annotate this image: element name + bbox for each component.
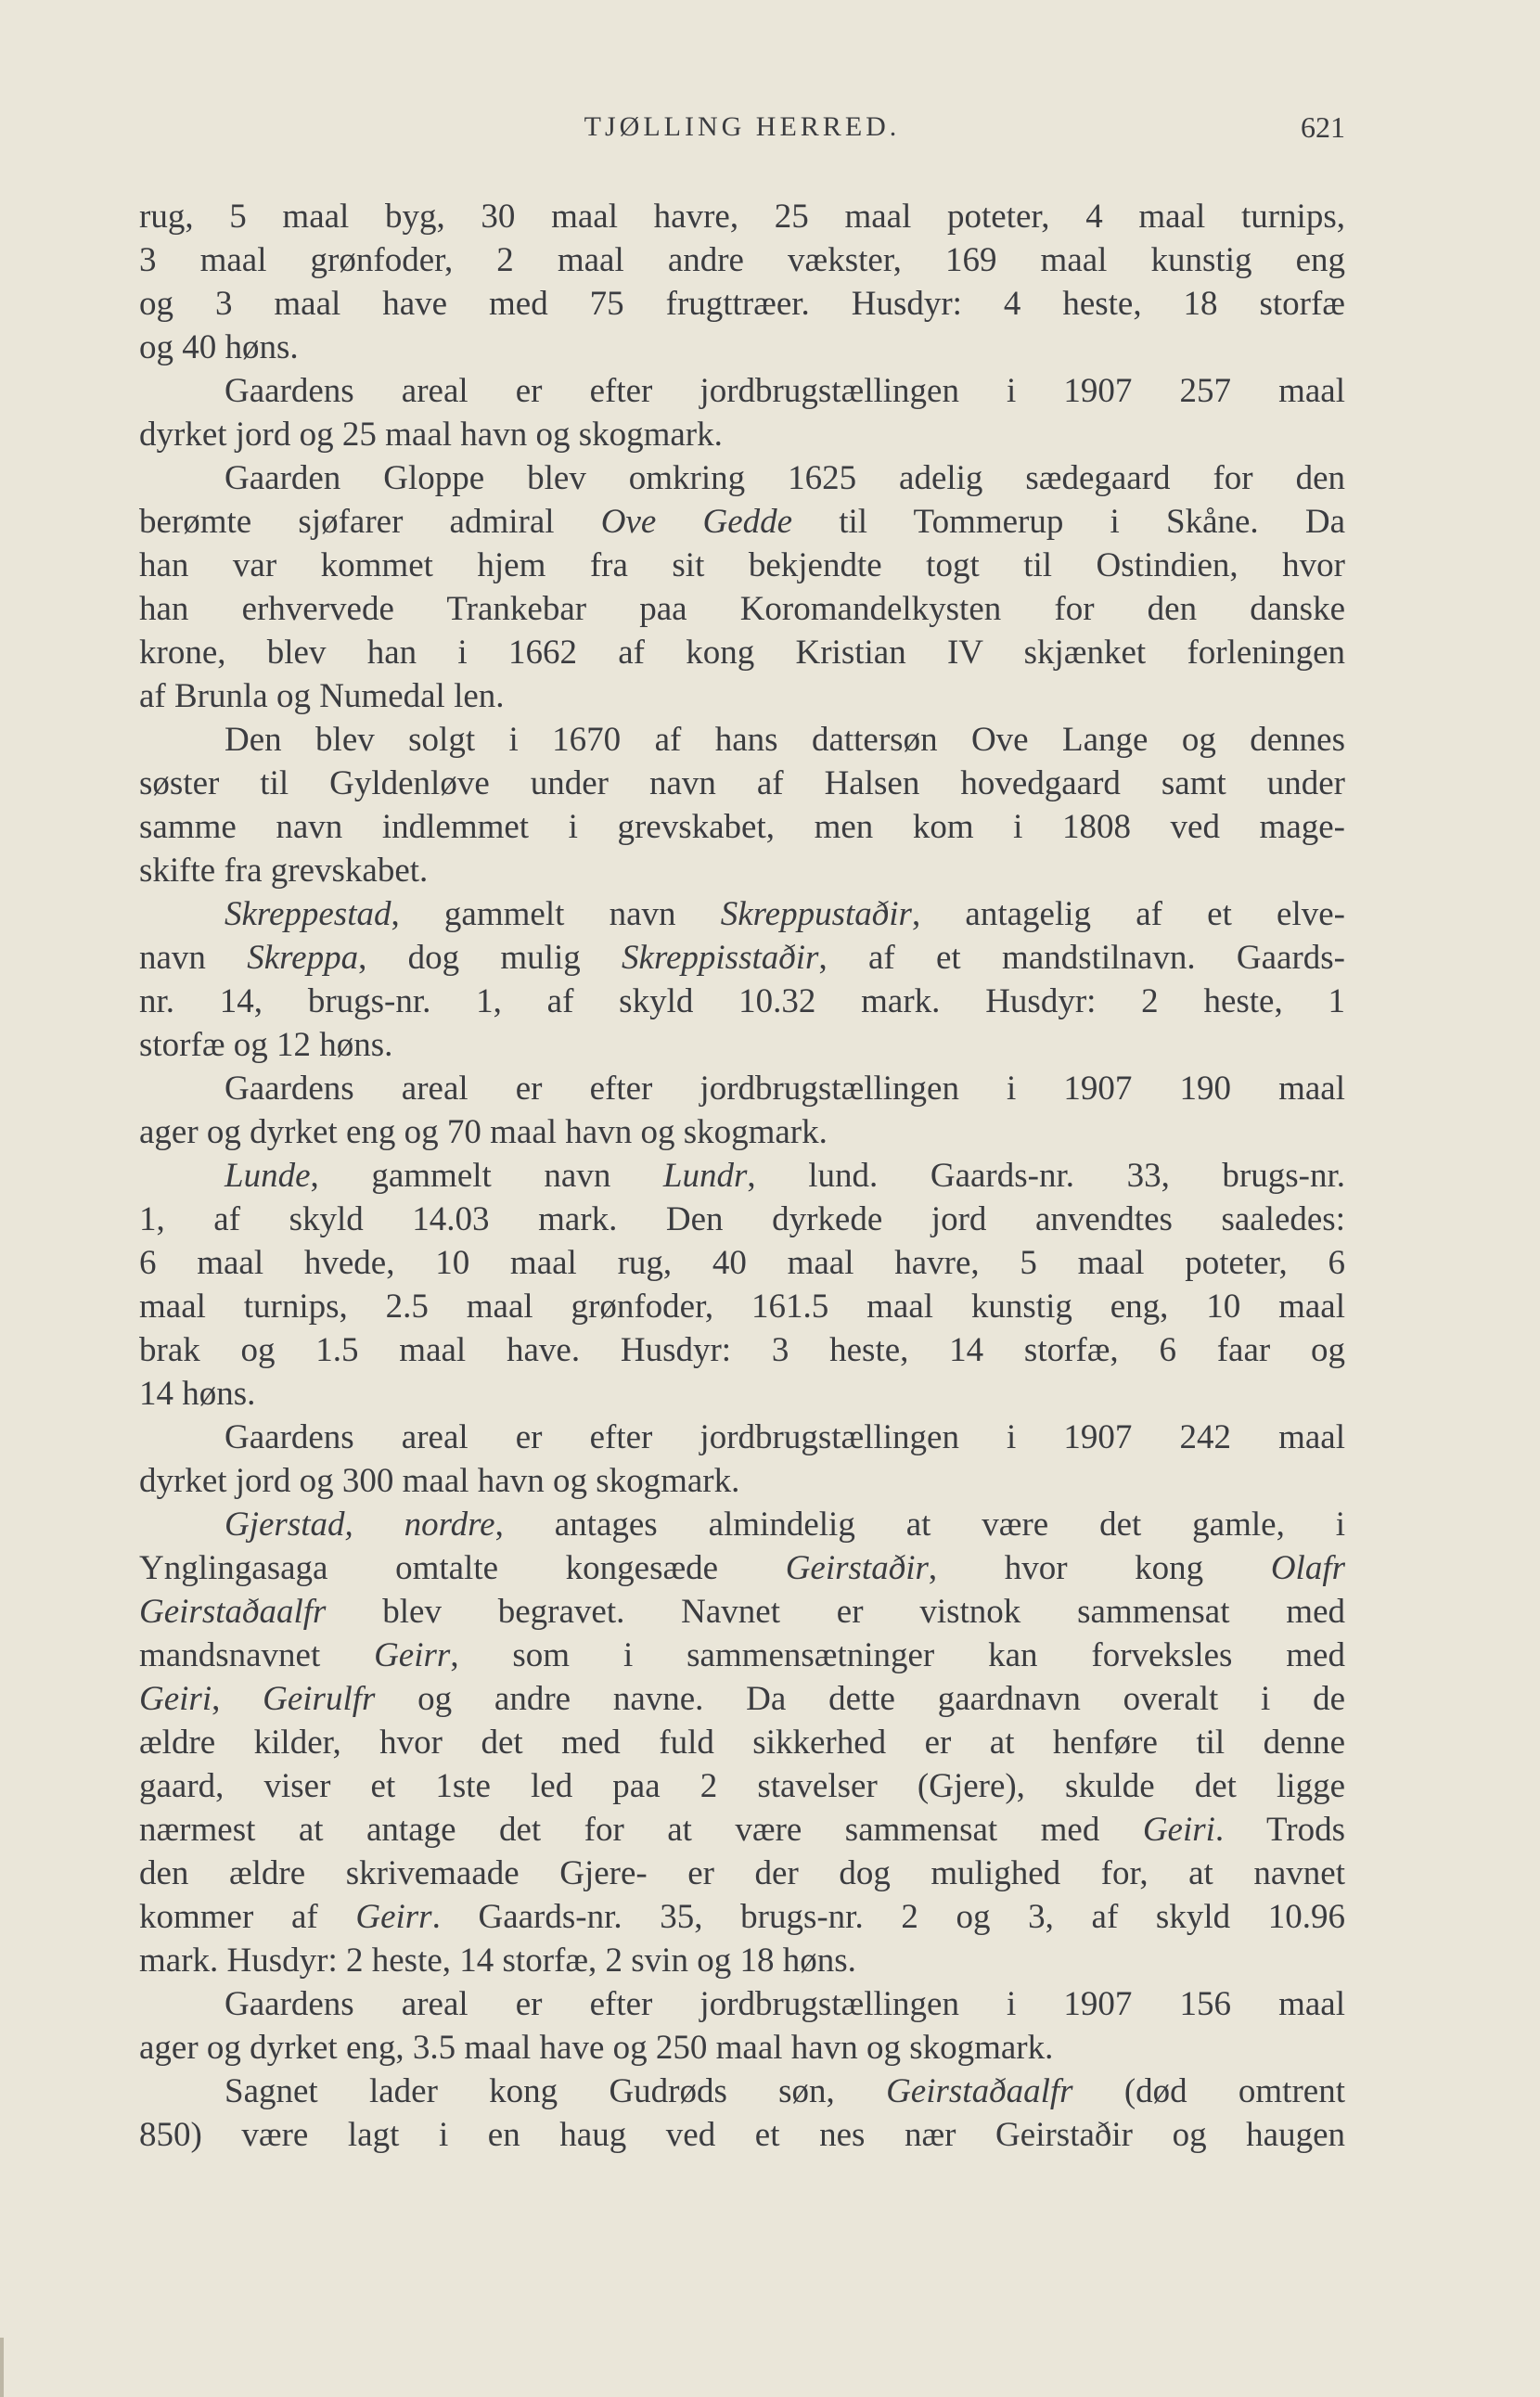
text-run: , af et mandstilnavn. Gaards- bbox=[818, 939, 1345, 977]
text-run: , gammelt navn bbox=[310, 1157, 663, 1195]
text-line bbox=[139, 892, 1345, 936]
text-line bbox=[139, 1198, 1345, 1241]
text-line bbox=[139, 1546, 1345, 1590]
text-run: ældre kilder, hvor det med fuld sikkerhed er at henføre til denne bbox=[139, 1724, 1345, 1762]
text-run: (død omtrent bbox=[1072, 2072, 1345, 2110]
italic-text: Lunde bbox=[225, 1157, 311, 1195]
text-line bbox=[139, 1895, 1345, 1939]
text-run: brak og 1.5 maal have. Husdyr: 3 heste, 14 storfæ, 6 faar og bbox=[139, 1331, 1345, 1369]
text-line bbox=[139, 1067, 1345, 1110]
running-head bbox=[139, 104, 1345, 150]
text-run: 6 maal hvede, 10 maal rug, 40 maal havre, 5 maal poteter, 6 bbox=[139, 1244, 1345, 1282]
text-line bbox=[139, 500, 1345, 544]
text-run: 14 høns. bbox=[139, 1375, 256, 1413]
text-line bbox=[139, 544, 1345, 587]
text-run: Gaardens areal er efter jordbrugstællingen i 1907 156 maal bbox=[225, 1985, 1345, 2023]
text-line bbox=[139, 2113, 1345, 2157]
text-line bbox=[139, 1939, 1345, 1982]
text-run: ager og dyrket eng og 70 maal havn og skogmark. bbox=[139, 1113, 828, 1151]
text-line bbox=[139, 587, 1345, 631]
text-run: , lund. Gaards-nr. 33, brugs-nr. bbox=[747, 1157, 1345, 1195]
text-run: skifte fra grevskabet. bbox=[139, 852, 429, 890]
text-run: rug, 5 maal byg, 30 maal havre, 25 maal poteter, 4 maal turnips, bbox=[139, 198, 1345, 236]
text-run: Gaarden Gloppe blev omkring 1625 adelig sædegaard for den bbox=[225, 459, 1345, 497]
text-line bbox=[139, 1808, 1345, 1852]
text-run: navn bbox=[139, 939, 248, 977]
text-line bbox=[139, 1328, 1345, 1372]
text-run: 3 maal grønfoder, 2 maal andre vækster, 169 maal kunstig eng bbox=[139, 241, 1345, 279]
text-run: , bbox=[212, 1680, 263, 1718]
italic-text: Geirulfr bbox=[263, 1680, 376, 1718]
page-number: 621 bbox=[1301, 110, 1345, 144]
text-run: Gaardens areal er efter jordbrugstællingen i 1907 190 maal bbox=[225, 1070, 1345, 1108]
text-line bbox=[139, 762, 1345, 805]
text-line bbox=[139, 980, 1345, 1023]
text-run: maal turnips, 2.5 maal grønfoder, 161.5 maal kunstig eng, 10 maal bbox=[139, 1288, 1345, 1326]
text-run: 850) være lagt i en haug ved et nes nær Geirstaðir og haugen bbox=[139, 2116, 1345, 2154]
text-run: Gaardens areal er efter jordbrugstællingen i 1907 257 maal bbox=[225, 372, 1345, 410]
text-line bbox=[139, 805, 1345, 849]
italic-text: Geirr bbox=[374, 1636, 451, 1674]
text-run: berømte sjøfarer admiral bbox=[139, 503, 601, 541]
italic-text: Skreppa bbox=[247, 939, 359, 977]
text-run: , antagelig af et elve- bbox=[911, 895, 1345, 933]
text-line bbox=[139, 1982, 1345, 2026]
text-run: af Brunla og Numedal len. bbox=[139, 677, 505, 715]
text-line bbox=[139, 1677, 1345, 1721]
text-run: og 40 høns. bbox=[139, 328, 299, 366]
text-line bbox=[139, 1459, 1345, 1503]
text-run: . Trods bbox=[1214, 1811, 1345, 1849]
text-run: samme navn indlemmet i grevskabet, men kom i 1808 ved mage- bbox=[139, 808, 1345, 846]
text-line bbox=[139, 413, 1345, 456]
text-line bbox=[139, 718, 1345, 762]
text-run: krone, blev han i 1662 af kong Kristian IV skjænket forleningen bbox=[139, 634, 1345, 672]
margin-mark bbox=[0, 2338, 4, 2397]
text-run: han erhvervede Trankebar paa Koromandelkysten for den danske bbox=[139, 590, 1345, 628]
italic-text: Geirr bbox=[355, 1898, 432, 1936]
italic-text: Lundr bbox=[662, 1157, 748, 1195]
text-run: , som i sammensætninger kan forveksles med bbox=[450, 1636, 1345, 1674]
italic-text: Geirstaðaalfr bbox=[886, 2072, 1073, 2110]
text-line bbox=[139, 238, 1345, 282]
text-line bbox=[139, 1764, 1345, 1808]
text-run: den ældre skrivemaade Gjere- er der dog mulighed for, at navnet bbox=[139, 1854, 1345, 1892]
italic-text: Olafr bbox=[1270, 1549, 1345, 1587]
text-run: gaard, viser et 1ste led paa 2 stavelser (Gjere), skulde det ligge bbox=[139, 1767, 1345, 1805]
italic-text: Geirstaðir bbox=[785, 1549, 929, 1587]
text-run: , dog mulig bbox=[358, 939, 622, 977]
text-run: og 3 maal have med 75 frugttræer. Husdyr: 4 heste, 18 storfæ bbox=[139, 285, 1345, 323]
text-run: mark. Husdyr: 2 heste, 14 storfæ, 2 svin og 18 høns. bbox=[139, 1942, 856, 1980]
text-run: søster til Gyldenløve under navn af Halsen hovedgaard samt under bbox=[139, 764, 1345, 802]
text-run: kommer af bbox=[139, 1898, 356, 1936]
text-run: Den blev solgt i 1670 af hans dattersøn Ove Lange og dennes bbox=[225, 721, 1345, 759]
text-line bbox=[139, 2070, 1345, 2113]
italic-text: Geiri bbox=[1142, 1811, 1215, 1849]
text-run: , antages almindelig at være det gamle, i bbox=[494, 1506, 1345, 1544]
italic-text: Geirstaðaalfr bbox=[139, 1593, 327, 1631]
text-line bbox=[139, 1416, 1345, 1459]
text-line bbox=[139, 326, 1345, 369]
text-line bbox=[139, 1634, 1345, 1677]
text-run: storfæ og 12 høns. bbox=[139, 1026, 393, 1064]
text-run: han var kommet hjem fra sit bekjendte togt til Ostindien, hvor bbox=[139, 546, 1345, 584]
italic-text: Skreppustaðir bbox=[720, 895, 912, 933]
text-line bbox=[139, 282, 1345, 326]
text-run: dyrket jord og 25 maal havn og skogmark. bbox=[139, 416, 723, 454]
text-line bbox=[139, 1590, 1345, 1634]
italic-text: Ove Gedde bbox=[600, 503, 793, 541]
text-line bbox=[139, 1154, 1345, 1198]
text-line bbox=[139, 631, 1345, 674]
text-line bbox=[139, 849, 1345, 892]
text-line bbox=[139, 369, 1345, 413]
body-text bbox=[139, 195, 1345, 2157]
text-line bbox=[139, 674, 1345, 718]
text-line bbox=[139, 1852, 1345, 1895]
text-run: . Gaards-nr. 35, brugs-nr. 2 og 3, af skyld 10.96 bbox=[431, 1898, 1345, 1936]
text-run: til Tommerup i Skåne. Da bbox=[792, 503, 1345, 541]
text-line bbox=[139, 936, 1345, 980]
text-line bbox=[139, 2026, 1345, 2070]
text-line bbox=[139, 456, 1345, 500]
text-run: Ynglingasaga omtalte kongesæde bbox=[139, 1549, 786, 1587]
italic-text: Geiri bbox=[139, 1680, 212, 1718]
text-line bbox=[139, 1503, 1345, 1546]
text-run: ager og dyrket eng, 3.5 maal have og 250 maal havn og skogmark. bbox=[139, 2029, 1054, 2067]
text-run: nr. 14, brugs-nr. 1, af skyld 10.32 mark. Husdyr: 2 heste, 1 bbox=[139, 982, 1345, 1020]
italic-text: Skreppestad bbox=[225, 895, 391, 933]
text-run: mandsnavnet bbox=[139, 1636, 375, 1674]
text-line bbox=[139, 1372, 1345, 1416]
text-run: , hvor kong bbox=[928, 1549, 1271, 1587]
text-line bbox=[139, 1721, 1345, 1764]
text-line bbox=[139, 1241, 1345, 1285]
text-run: Sagnet lader kong Gudrøds søn, bbox=[225, 2072, 887, 2110]
text-run: Gaardens areal er efter jordbrugstællingen i 1907 242 maal bbox=[225, 1418, 1345, 1456]
text-line bbox=[139, 1023, 1345, 1067]
italic-text: Skreppisstaðir bbox=[622, 939, 819, 977]
text-line bbox=[139, 1285, 1345, 1328]
text-run: 1, af skyld 14.03 mark. Den dyrkede jord anvendtes saaledes: bbox=[139, 1200, 1345, 1238]
text-run: dyrket jord og 300 maal havn og skogmark. bbox=[139, 1462, 740, 1500]
text-run: nærmest at antage det for at være sammensat med bbox=[139, 1811, 1143, 1849]
text-line bbox=[139, 195, 1345, 238]
text-line bbox=[139, 1110, 1345, 1154]
text-run: , gammelt navn bbox=[391, 895, 721, 933]
text-run: blev begravet. Navnet er vistnok sammensat med bbox=[326, 1593, 1345, 1631]
text-run: og andre navne. Da dette gaardnavn overalt i de bbox=[375, 1680, 1345, 1718]
italic-text: Gjerstad, nordre bbox=[225, 1506, 495, 1544]
running-title: TJØLLING HERRED. bbox=[584, 111, 901, 142]
